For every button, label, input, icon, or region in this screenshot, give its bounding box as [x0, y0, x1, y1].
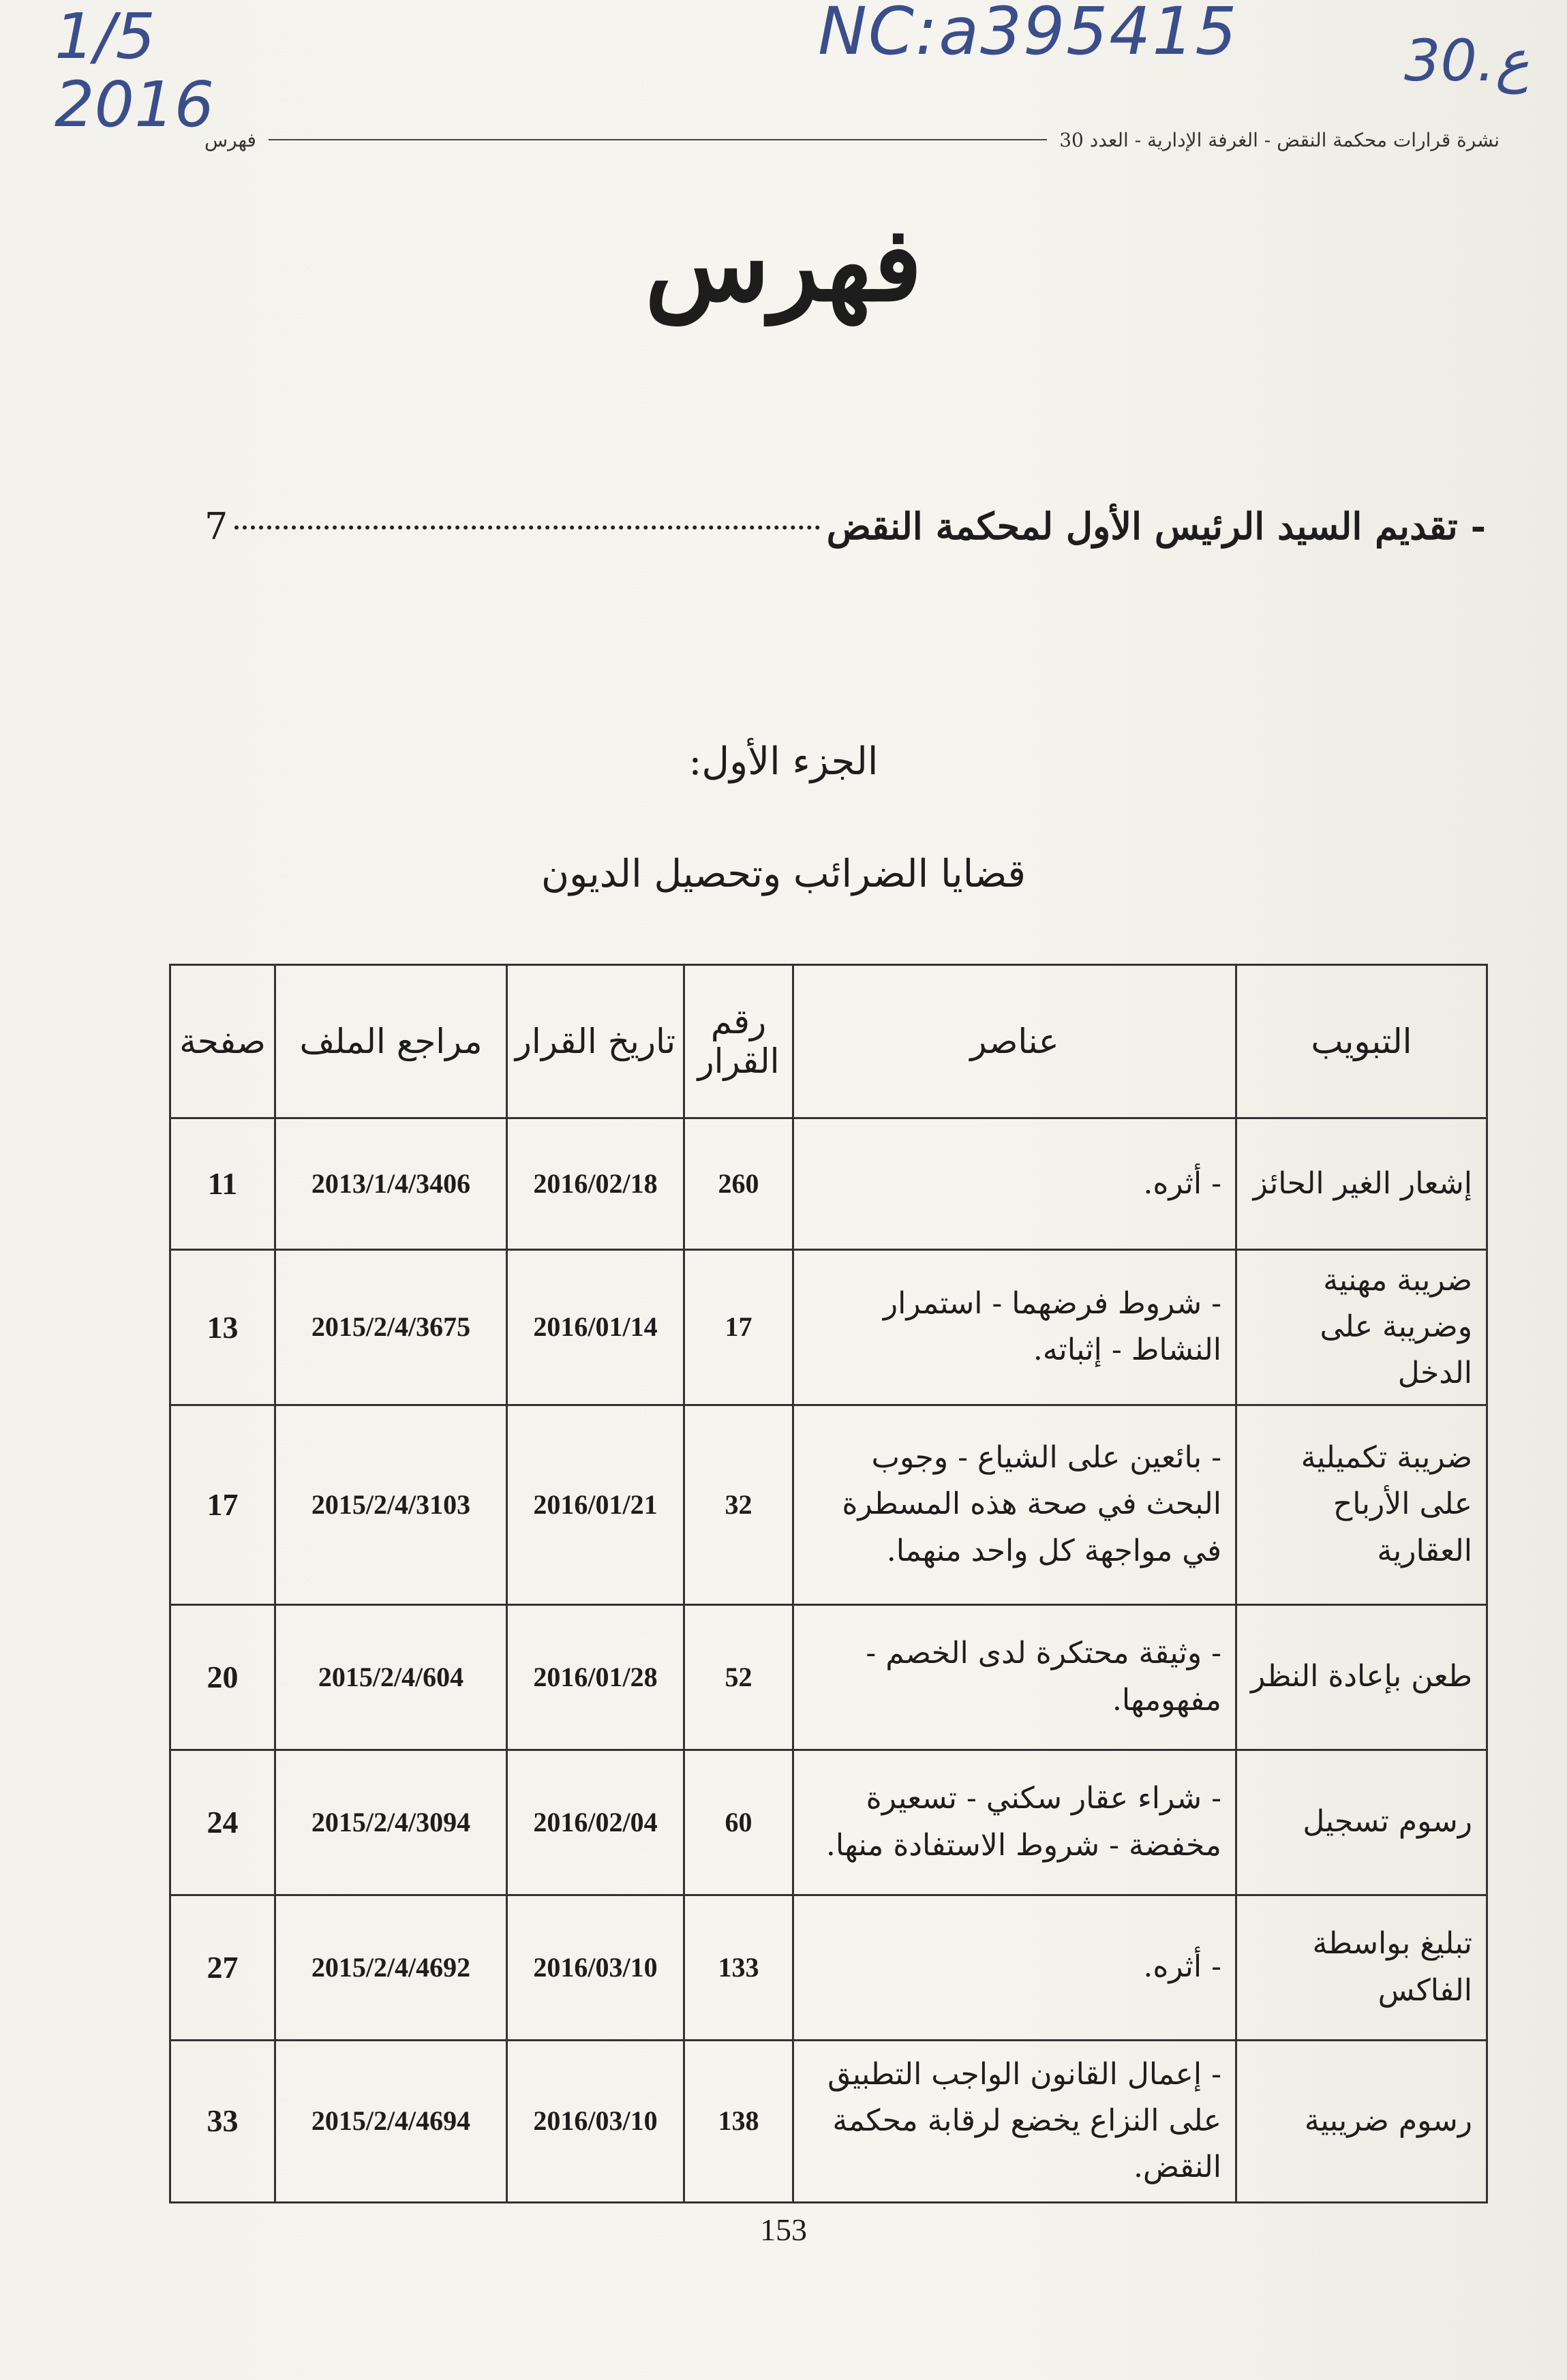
- cell-decision-number: 52: [684, 1604, 793, 1750]
- cell-category: رسوم ضريبية: [1236, 2040, 1487, 2202]
- table-row: [170, 1895, 1487, 2040]
- cell-decision-date: 2016/02/04: [507, 1750, 684, 1895]
- cell-file-reference: 2015/2/4/604: [275, 1604, 507, 1750]
- cell-file-reference: 2015/2/4/3675: [275, 1250, 507, 1405]
- header-decision-number: رقم القرار: [684, 965, 793, 1118]
- cell-category: ضريبة تكميلية على الأرباح العقارية: [1236, 1405, 1487, 1604]
- cell-category: طعن بإعادة النظر: [1236, 1604, 1487, 1750]
- header-publication: نشرة قرارات محكمة النقض - الغرفة الإدارية - العدد 30: [1059, 128, 1500, 151]
- handwritten-page-mark: 30.ع: [1404, 27, 1530, 94]
- cell-page: 13: [170, 1250, 275, 1405]
- cell-page: 17: [170, 1405, 275, 1604]
- cell-file-reference: 2015/2/4/3103: [275, 1405, 507, 1604]
- handwritten-year: 2016: [55, 68, 215, 141]
- cell-page: 24: [170, 1750, 275, 1895]
- cell-page: 33: [170, 2040, 275, 2202]
- toc-entry-text: - تقديم السيد الرئيس الأول لمحكمة النقض: [826, 504, 1486, 548]
- table-row: [170, 1118, 1487, 1250]
- cell-category: ضريبة مهنية وضريبة على الدخل: [1236, 1250, 1487, 1405]
- cell-file-reference: 2013/1/4/3406: [275, 1118, 507, 1250]
- cell-decision-date: 2016/03/10: [507, 2040, 684, 2202]
- handwritten-issue: 1/5: [55, 0, 156, 73]
- table-row: [170, 1750, 1487, 1895]
- toc-leader-dots: [234, 525, 819, 530]
- part-subheading: قضايا الضرائب وتحصيل الديون: [541, 852, 1026, 896]
- cell-elements: - وثيقة محتكرة لدى الخصم - مفهومها.: [793, 1604, 1236, 1750]
- cell-elements: - إعمال القانون الواجب التطبيق على النزاع يخضع لرقابة محكمة النقض.: [793, 2040, 1236, 2202]
- header-section: فهرس: [204, 128, 256, 151]
- running-header: [204, 123, 1500, 157]
- cell-decision-number: 133: [684, 1895, 793, 2040]
- table-row: [170, 1250, 1487, 1405]
- part-heading: الجزء الأول:: [688, 739, 879, 784]
- page-title: فهرس: [645, 204, 922, 324]
- index-table: [169, 964, 1488, 2203]
- cell-category: إشعار الغير الحائز: [1236, 1118, 1487, 1250]
- cell-file-reference: 2015/2/4/4694: [275, 2040, 507, 2202]
- table-row: [170, 1604, 1487, 1750]
- cell-decision-date: 2016/01/28: [507, 1604, 684, 1750]
- header-page: صفحة: [170, 965, 275, 1118]
- cell-decision-date: 2016/03/10: [507, 1895, 684, 2040]
- cell-decision-number: 32: [684, 1405, 793, 1604]
- cell-file-reference: 2015/2/4/4692: [275, 1895, 507, 2040]
- cell-category: رسوم تسجيل: [1236, 1750, 1487, 1895]
- header-decision-date: تاريخ القرار: [507, 965, 684, 1118]
- cell-page: 27: [170, 1895, 275, 2040]
- cell-decision-number: 260: [684, 1118, 793, 1250]
- table-row: [170, 1405, 1487, 1604]
- cell-category: تبليغ بواسطة الفاكس: [1236, 1895, 1487, 2040]
- cell-elements: - أثره.: [793, 1118, 1236, 1250]
- toc-entry-page: 7: [204, 505, 228, 548]
- header-file-reference: مراجع الملف: [275, 965, 507, 1118]
- header-elements: عناصر: [793, 965, 1236, 1118]
- cell-decision-date: 2016/01/21: [507, 1405, 684, 1604]
- cell-file-reference: 2015/2/4/3094: [275, 1750, 507, 1895]
- toc-entry: [204, 504, 1486, 566]
- cell-decision-date: 2016/01/14: [507, 1250, 684, 1405]
- cell-decision-number: 60: [684, 1750, 793, 1895]
- page-number: 153: [760, 2212, 807, 2247]
- header-rule: [269, 139, 1047, 140]
- cell-elements: - شراء عقار سكني - تسعيرة مخفضة - شروط الاستفادة منها.: [793, 1750, 1236, 1895]
- handwritten-reference: NC:a395415: [818, 0, 1238, 70]
- table-header-row: [170, 965, 1487, 1118]
- cell-elements: - شروط فرضهما - استمرار النشاط - إثباته.: [793, 1250, 1236, 1405]
- cell-page: 11: [170, 1118, 275, 1250]
- cell-elements: - بائعين على الشياع - وجوب البحث في صحة هذه المسطرة في مواجهة كل واحد منهما.: [793, 1405, 1236, 1604]
- cell-page: 20: [170, 1604, 275, 1750]
- cell-decision-number: 138: [684, 2040, 793, 2202]
- header-category: التبويب: [1236, 965, 1487, 1118]
- cell-elements: - أثره.: [793, 1895, 1236, 2040]
- cell-decision-date: 2016/02/18: [507, 1118, 684, 1250]
- table-row: [170, 2040, 1487, 2202]
- cell-decision-number: 17: [684, 1250, 793, 1405]
